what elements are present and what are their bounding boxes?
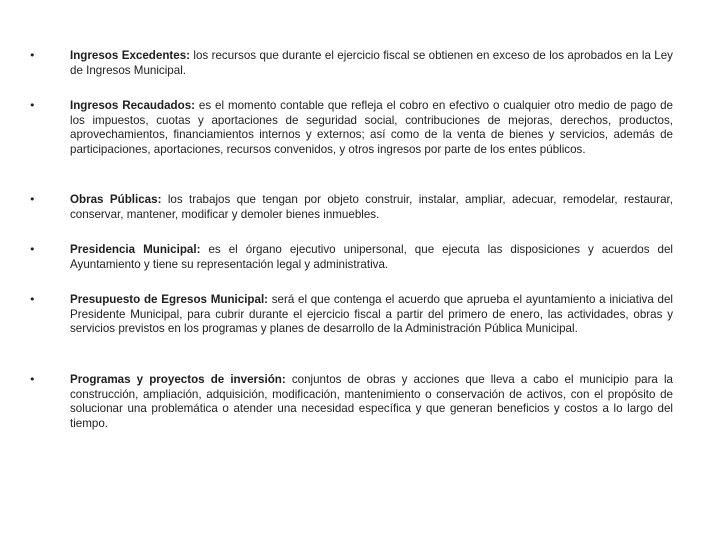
definition-term: Programas y proyectos de inversión: (70, 373, 286, 386)
definition-text (70, 373, 673, 431)
definition-body: los trabajos que tengan por objeto construir, instalar, ampliar, adecuar, remodelar, restaurar, conservar, mantener, modificar y demoler bienes inmuebles. (70, 193, 673, 221)
bullet: • (29, 243, 36, 256)
definition-text (70, 243, 673, 272)
definition-text (70, 49, 673, 78)
definition-body: será el que contenga el acuerdo que aprueba el ayuntamiento a iniciativa del Presidente Municipal, para cubrir durante el ejercicio fiscal a partir del primero de enero, las actividades, obras y servicios previstos en los programas y planes de desarrollo de la Administración Pública Municipal. (70, 293, 673, 335)
bullet: • (29, 293, 36, 306)
definition-body: conjuntos de obras y acciones que lleva a cabo el municipio para la construcción, ampliación, adquisición, modificación, mantenimiento o conservación de activos, con el propósito de solucionar una problemática o atender una necesidad específica y que generan beneficios y costos a lo largo del tiempo. (70, 373, 673, 430)
bullet: • (29, 193, 36, 206)
definition-term: Ingresos Excedentes: (70, 49, 191, 62)
definition-text (70, 99, 673, 157)
definition-term: Obras Públicas: (70, 193, 162, 206)
definition-body: es el órgano ejecutivo unipersonal, que ejecuta las disposiciones y acuerdos del Ayuntamiento y tiene su representación legal y administrativa. (70, 243, 674, 271)
bullet: • (29, 49, 36, 62)
bullet: • (29, 373, 36, 386)
definition-text (70, 293, 673, 337)
definition-term: Ingresos Recaudados: (70, 99, 196, 112)
definition-body: es el momento contable que refleja el cobro en efectivo o cualquier otro medio de pago de los impuestos, cuotas y aportaciones de seguridad social, contribuciones de mejoras, derechos, productos, aprovechamientos, financiamientos internos y externos; así como de la venta de bienes y servicios, además de participaciones, aportaciones, recursos convenidos, y otros ingresos por parte de los entes públicos. (70, 99, 673, 156)
definition-term: Presupuesto de Egresos Municipal: (70, 293, 269, 306)
definition-body: los recursos que durante el ejercicio fiscal se obtienen en exceso de los aprobados en la Ley de Ingresos Municipal. (70, 49, 673, 77)
definition-text (70, 193, 673, 222)
definition-term: Presidencia Municipal: (70, 243, 201, 256)
bullet: • (29, 99, 36, 112)
